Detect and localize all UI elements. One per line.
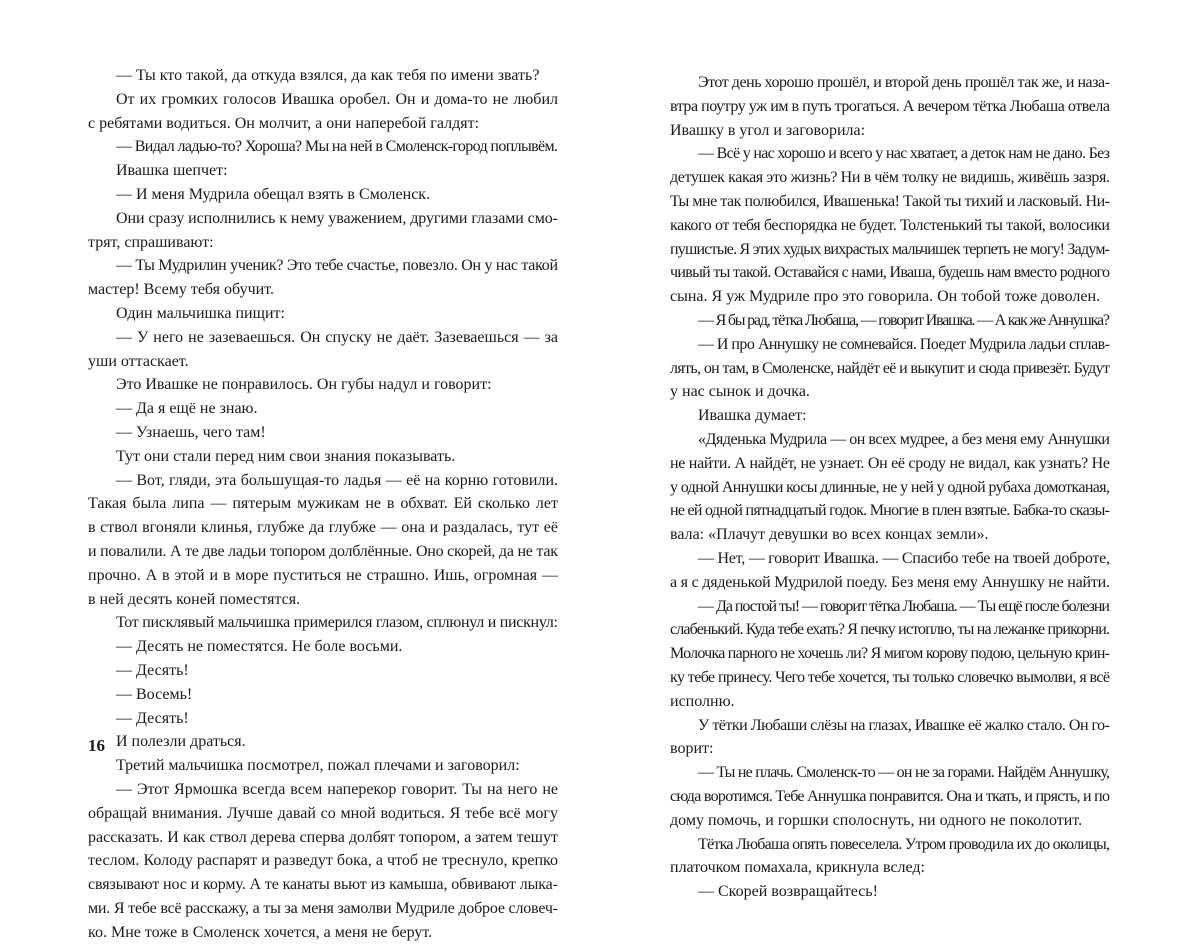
text-line-content: какого от тебя беспорядка не будет. Толстенький ты такой, волосики [670,216,1110,234]
text-line-content: — Я бы рад, тётка Любаша, — говорит Ивашка. — А как же Аннушка? [698,311,1109,329]
text-line-content: Третий мальчишка посмотрел, пожал плечами и заговорил: [116,757,520,775]
text-line-content: прочно. А в этой и в море пуститься не страшно. Ишь, огромная — [88,566,558,584]
text-line [670,714,1110,738]
text-line [670,309,1110,333]
paragraph [670,547,1110,595]
text-line-content: — И меня Мудрила обещал взять в Смоленск. [116,185,431,203]
text-line [88,350,558,374]
text-line-content: рассказать. И как ствол дерева сперва долбят топором, а затем тешут [88,828,558,846]
text-line-content: исполню. [670,692,735,710]
paragraph [88,635,558,659]
text-line-content: — Видал ладью-то? Хороша? Мы на ней в Смоленск-город поплывём. [116,138,558,156]
text-line [670,856,1110,880]
text-line-content: сына. Я уж Мудриле про это говорила. Он тобой тоже доволен. [670,288,1101,306]
paragraph [88,373,558,397]
text-line-content: — Скорей возвращайтесь! [698,883,878,901]
text-line-content: пушистые. Я этих худых вихрастых мальчишек терпеть не могу! Задум- [670,240,1110,258]
text-line-content: — Ты Мудрилин ученик? Это тебе счастье, повезло. Он у нас такой [116,257,558,275]
paragraph [670,71,1110,142]
text-line [88,135,558,159]
text-line-content: Один мальчишка пищит: [116,304,285,322]
text-line-content: детушек какая это жизнь? Ни в чём толку не видишь, живёшь зазря. [670,169,1110,187]
text-line [88,159,558,183]
paragraph [670,833,1110,881]
text-line-content: Они сразу исполнились к нему уважением, другими глазами смо- [116,209,558,227]
text-line [88,754,558,778]
text-line-content: — Всё у нас хорошо и всего у нас хватает, а деток нам не дано. Без [698,145,1110,163]
text-line-content: сюда воротимся. Тебе Аннушка понравится. Она и ткать, и прясть, и по [670,787,1110,805]
text-line [670,666,1110,690]
text-line [88,278,558,302]
text-line-content: — У него не зазеваешься. Он спуску не даёт. Зазеваешься — за [116,328,558,346]
text-line [670,95,1110,119]
paragraph [670,428,1110,547]
text-line [670,71,1110,95]
text-line [670,428,1110,452]
text-line [88,802,558,826]
text-line [670,238,1110,262]
text-line [88,683,558,707]
text-line [88,254,558,278]
text-line [670,119,1110,143]
text-line [670,880,1110,904]
text-line-content: «Дяденька Мудрила — он всех мудрее, а без меня ему Аннушки [698,430,1110,448]
text-line [670,333,1110,357]
text-line [88,302,558,326]
text-line [88,183,558,207]
text-line [88,588,558,612]
text-line-content: Тут они стали перед ним свои знания показывать. [116,447,456,465]
text-line-content: И полезли драться. [116,733,246,751]
text-line [88,469,558,493]
text-line-content: лять, он там, в Смоленске, найдёт её и выкупит и сюда привезёт. Будут [670,359,1110,377]
text-line-content: — Да я ещё не знаю. [116,400,258,418]
text-line [670,690,1110,714]
text-line-content: Ивашка думает: [698,407,807,425]
text-line [88,492,558,516]
paragraph [88,445,558,469]
paragraph [88,778,558,944]
text-line-content: У тётки Любаши слёзы на глазах, Ивашке её жалко стало. Он го- [698,716,1110,734]
paragraph [88,730,558,754]
text-line [88,421,558,445]
text-line [88,564,558,588]
text-line [670,785,1110,809]
paragraph [88,64,558,88]
text-line [88,397,558,421]
text-line-content: — Да постой ты! — говорит тётка Любаша. — Ты ещё после болезни [698,597,1109,615]
paragraph [670,880,1110,904]
text-line [670,595,1110,619]
paragraph [88,135,558,159]
text-line-content: Ивашка шепчет: [116,162,228,180]
text-line [670,571,1110,595]
text-line-content: в ствол вгоняли клинья, глубже да глубже — она и раздалась, тут её [88,519,558,537]
paragraph [670,714,1110,762]
text-line-content: — Узнаешь, чего там! [116,423,266,441]
text-line [670,476,1110,500]
text-line-content: не ей одной пятнадцатый годок. Многие в плен взятые. Бабка-то сказы- [670,502,1110,520]
text-line [88,445,558,469]
paragraph [88,254,558,302]
paragraph [88,469,558,612]
text-line-content: платочком помахала, крикнула вслед: [670,859,925,877]
text-line-content: а я с дяденькой Мудрилой поеду. Без меня ему Аннушку не найти. [670,573,1110,591]
text-line-content: слабенький. Куда тебе ехать? Я печку истоплю, ты на лежанке прикорни. [670,621,1110,639]
text-line [670,285,1110,309]
text-line [670,809,1110,833]
text-line [670,833,1110,857]
text-line-content: теслом. Колоду распарят и разведут бока, а чтоб не треснуло, крепко [88,852,558,870]
text-line-content: ко. Мне тоже в Смоленск хочется, а меня не берут. [88,923,433,941]
text-line [88,611,558,635]
text-line [88,826,558,850]
text-line [670,380,1110,404]
text-line-content: вала: «Плачут девушки во всех концах земли». [670,526,989,544]
text-line-content: Ты мне так полюбился, Ивашенька! Такой ты тихий и ласковый. Ни- [670,192,1110,210]
text-line [88,88,558,112]
text-line-content: Это Ивашке не понравилось. Он губы надул и говорит: [116,376,492,394]
text-line-content: у одной Аннушки косы длинные, не у ней у одной рубаха домотканая, [670,478,1110,496]
paragraph [88,707,558,731]
text-line [88,207,558,231]
text-line-content: связывают нос и корму. А те канаты вьют из камыша, обвивают лыка- [88,876,558,894]
left-page-text [88,64,558,944]
paragraph [88,611,558,635]
paragraph [670,309,1110,333]
paragraph [670,333,1110,404]
text-line [88,849,558,873]
paragraph [88,326,558,374]
text-line [88,326,558,350]
text-line [670,404,1110,428]
text-line [88,516,558,540]
text-line [88,778,558,802]
text-line-content: — Десять! [116,709,189,727]
text-line-content: — Десять не поместятся. Не боле восьми. [116,638,403,656]
text-line-content: — Десять! [116,661,189,679]
text-line [670,452,1110,476]
text-line-content: обращай внимания. Лучше давай со мной водиться. Я тебе всё могу [88,804,558,822]
text-line-content: — Вот, гляди, эта большущая-то ладья — её на корню готовили. [116,471,558,489]
paragraph [88,207,558,255]
text-line [670,142,1110,166]
paragraph [88,754,558,778]
right-page-text [670,71,1110,904]
text-line-content: уши оттаскает. [88,352,189,370]
page-number: 16 [88,736,105,755]
paragraph [670,142,1110,309]
text-line-content: ми. Я тебе всё расскажу, а ты за меня замолви Мудриле доброе словеч- [88,899,558,917]
text-line-content: и повалили. А те две ладьи топором долблённые. Оно скорей, да не так [88,542,558,560]
text-line [670,261,1110,285]
text-line [670,499,1110,523]
paragraph [670,761,1110,832]
text-line-content: трят, спрашивают: [88,233,214,251]
text-line-content: в ней десять коней поместятся. [88,590,301,608]
text-line [670,737,1110,761]
text-line [88,112,558,136]
text-line [670,190,1110,214]
text-line [88,231,558,255]
text-line-content: дому помочь, и горшки сполоснуть, ни одного не поколотит. [670,811,1083,829]
text-line [670,547,1110,571]
text-line-content: ворит: [670,740,714,758]
text-line-content: — Ты не плачь. Смоленск-то — он не за горами. Найдём Аннушку, [698,764,1110,782]
paragraph [670,595,1110,714]
paragraph [88,302,558,326]
text-line [88,730,558,754]
text-line-content: — Нет, — говорит Ивашка. — Спасибо тебе на твоей доброте, [698,549,1110,567]
paragraph [670,404,1110,428]
text-line-content: мастер! Всему тебя обучит. [88,281,274,299]
text-line-content: — И про Аннушку не сомневайся. Поедет Мудрила ладьи сплав- [698,335,1110,353]
text-line-content: Тот писклявый мальчишка примерился глазом, сплюнул и пискнул: [116,614,558,632]
text-line-content: у нас сынок и дочка. [670,383,810,401]
paragraph [88,421,558,445]
text-line [670,357,1110,381]
text-line [88,707,558,731]
paragraph [88,683,558,707]
text-line-content: — Восемь! [116,685,193,703]
text-line-content: — Этот Ярмошка всегда всем наперекор говорит. Ты на него не [116,780,558,798]
text-line-content: — Ты кто такой, да откуда взялся, да как тебя по имени звать? [116,67,540,84]
text-line-content: втра поутру уж им в путь трогаться. А вечером тётка Любаша отвела [670,97,1110,115]
text-line-content: Тётка Любаша опять повеселела. Утром проводила их до околицы, [698,835,1110,853]
text-line-content: с ребятами водиться. Он молчит, а они наперебой галдят: [88,114,480,132]
text-line-content: От их громких голосов Ивашка оробел. Он и дома-то не любил [116,90,558,108]
text-line-content: чивый ты такой. Оставайся с нами, Иваша, будешь нам вместо родного [670,264,1110,282]
paragraph [88,88,558,136]
text-line [670,642,1110,666]
paragraph [88,159,558,183]
paragraph [88,659,558,683]
text-line-content: Этот день хорошо прошёл, и второй день прошёл так же, и наза- [698,74,1110,91]
text-line [88,373,558,397]
text-line [670,214,1110,238]
text-line [670,523,1110,547]
paragraph [88,397,558,421]
text-line-content: Такая была липа — пятерым мужикам не в обхват. Ей сколько лет [88,495,558,513]
text-line [670,166,1110,190]
text-line [88,64,558,88]
text-line [670,761,1110,785]
text-line-content: не найти. А найдёт, не узнает. Он её сроду не видал, как узнать? Не [670,454,1110,472]
text-line-content: ку тебе принесу. Чего тебе хочется, ты только словечко вымолви, я всё [670,668,1110,686]
text-line [88,659,558,683]
text-line [88,897,558,921]
text-line-content: Молочка парного не хочешь ли? Я мигом корову подою, цельную крин- [670,645,1110,663]
text-line [88,540,558,564]
text-line [88,921,558,944]
paragraph [88,183,558,207]
text-line [670,618,1110,642]
text-line-content: Ивашку в угол и заговорила: [670,121,866,139]
text-line [88,635,558,659]
text-line [88,873,558,897]
